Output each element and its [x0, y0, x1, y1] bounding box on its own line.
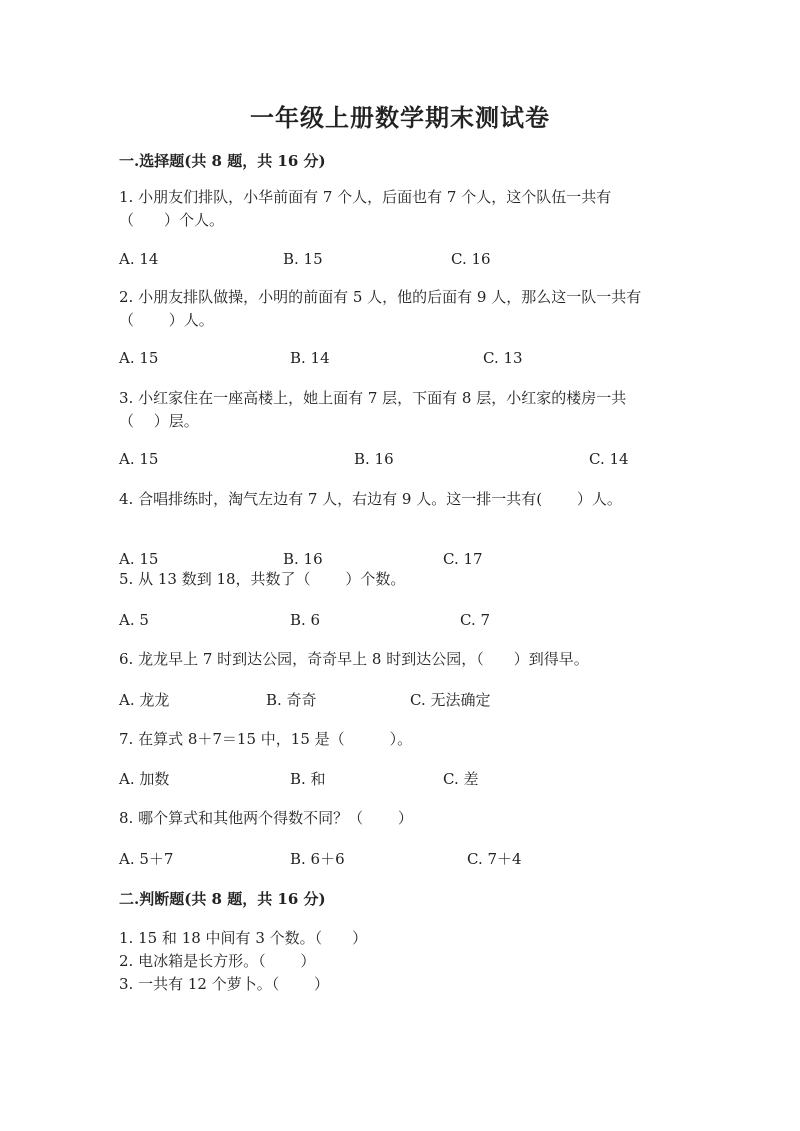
- question-text-cont: （ ）人。: [119, 311, 214, 329]
- section-heading-choice: 一.选择题(共 8 题，共 16 分): [119, 152, 326, 170]
- question-6: [119, 648, 589, 671]
- judgment-item: 3. 一共有 12 个萝卜。（ ）: [119, 975, 329, 993]
- option-c: C. 7: [460, 611, 491, 629]
- option-a: A. 15: [119, 450, 159, 468]
- question-3: [119, 387, 626, 433]
- option-a: A. 5: [119, 611, 149, 629]
- question-1: [119, 186, 611, 232]
- option-c: C. 17: [443, 550, 483, 568]
- question-text: 8. 哪个算式和其他两个得数不同？（ ）: [119, 809, 413, 827]
- question-8: [119, 807, 413, 830]
- option-b: B. 6: [290, 611, 321, 629]
- option-b: B. 奇奇: [266, 691, 317, 709]
- option-a: A. 15: [119, 550, 159, 568]
- question-4: [119, 488, 622, 511]
- question-text: 6. 龙龙早上 7 时到达公园，奇奇早上 8 时到达公园，（ ）到得早。: [119, 650, 589, 668]
- option-b: B. 6＋6: [290, 850, 345, 868]
- question-text: 4. 合唱排练时，淘气左边有 7 人，右边有 9 人。这一排一共有( ）人。: [119, 490, 622, 508]
- option-a: A. 14: [119, 250, 159, 268]
- option-a: A. 龙龙: [119, 691, 170, 709]
- option-c: C. 13: [483, 349, 523, 367]
- option-c: C. 7＋4: [467, 850, 522, 868]
- question-2: [119, 286, 641, 332]
- option-b: B. 14: [290, 349, 330, 367]
- section-heading-judgment: 二.判断题(共 8 题，共 16 分): [119, 890, 326, 908]
- question-text-cont: （ ）层。: [119, 412, 199, 430]
- option-b: B. 和: [290, 770, 326, 788]
- option-b: B. 16: [354, 450, 394, 468]
- judgment-item: 1. 15 和 18 中间有 3 个数。（ ）: [119, 929, 368, 947]
- question-text: 5. 从 13 数到 18，共数了（ ）个数。: [119, 570, 406, 588]
- option-a: A. 15: [119, 349, 159, 367]
- question-text: 3. 小红家住在一座高楼上，她上面有 7 层，下面有 8 层，小红家的楼房一共: [119, 389, 627, 407]
- option-c: C. 无法确定: [410, 691, 491, 709]
- option-b: B. 15: [283, 250, 323, 268]
- question-5: [119, 568, 405, 591]
- question-text: 2. 小朋友排队做操，小明的前面有 5 人，他的后面有 9 人，那么这一队一共有: [119, 288, 642, 306]
- judgment-item: 2. 电冰箱是长方形。（ ）: [119, 952, 316, 970]
- question-text: 1. 小朋友们排队，小华前面有 7 个人，后面也有 7 个人，这个队伍一共有: [119, 188, 612, 206]
- option-c: C. 差: [443, 770, 479, 788]
- judgment-list: [119, 927, 367, 996]
- page-title: 一年级上册数学期末测试卷: [250, 103, 550, 132]
- option-c: C. 16: [451, 250, 491, 268]
- option-b: B. 16: [283, 550, 323, 568]
- question-text-cont: （ ）个人。: [119, 211, 225, 229]
- option-a: A. 加数: [119, 770, 170, 788]
- option-c: C. 14: [589, 450, 629, 468]
- question-7: [119, 728, 412, 751]
- question-text: 7. 在算式 8＋7＝15 中，15 是（ ）。: [119, 730, 413, 748]
- option-a: A. 5＋7: [119, 850, 174, 868]
